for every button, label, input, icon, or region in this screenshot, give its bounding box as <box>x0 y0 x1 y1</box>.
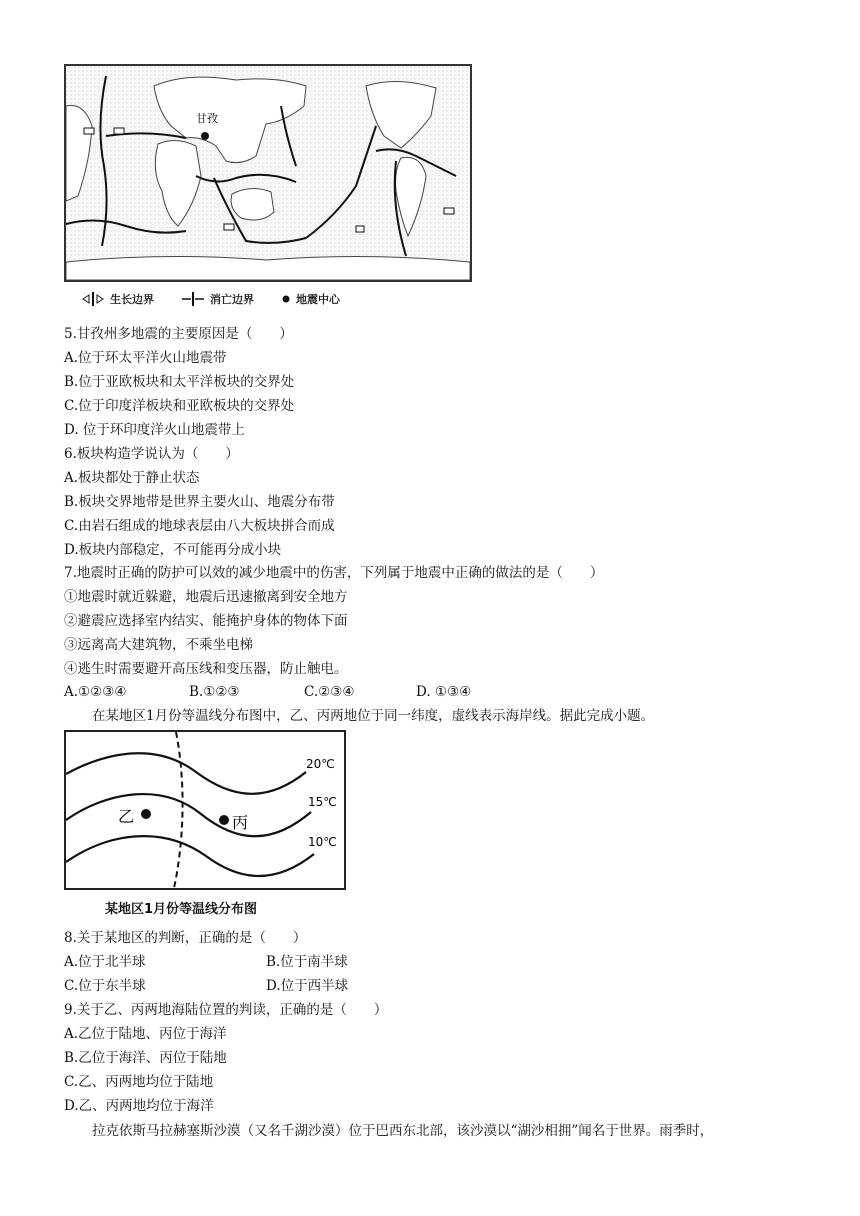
q8-option-c: C.位于东半球 <box>64 978 146 994</box>
q8-option-b: B.位于南半球 <box>266 954 348 970</box>
isotherm-20-label: 20℃ <box>306 757 335 771</box>
intro-isotherm: 在某地区1月份等温线分布图中，乙、丙两地位于同一纬度，虚线表示海岸线。据此完成小题。 <box>92 708 655 724</box>
q9-option-d: D.乙、丙两地均位于海洋 <box>64 1098 214 1114</box>
isotherm-15-label: 15℃ <box>308 795 337 809</box>
subduction-boundary-icon <box>180 291 206 307</box>
legend-growth-boundary <box>80 291 154 307</box>
q6-option-b: B.板块交界地带是世界主要火山、地震分布带 <box>64 494 335 510</box>
legend-epicenter <box>280 291 340 307</box>
q9-option-b: B.乙位于海洋、丙位于陆地 <box>64 1050 227 1066</box>
q7-statement-1: ①地震时就近躲避，地震后迅速撤离到安全地方 <box>64 589 348 605</box>
q9-stem: 9.关于乙、丙两地海陆位置的判读，正确的是（ ） <box>64 1002 388 1018</box>
q7-option-b: B.①②③ <box>189 684 240 700</box>
q6-option-d: D.板块内部稳定，不可能再分成小块 <box>64 542 282 558</box>
ganzi-epicenter-marker <box>201 132 209 140</box>
legend-subduction-label: 消亡边界 <box>210 293 254 306</box>
q5-option-a: A.位于环太平洋火山地震带 <box>64 350 227 366</box>
q7-option-c: C.②③④ <box>304 684 355 700</box>
q8-stem: 8.关于某地区的判断，正确的是（ ） <box>64 930 307 946</box>
q7-statement-3: ③远离高大建筑物，不乘坐电梯 <box>64 637 253 653</box>
point-bing-marker <box>219 815 229 825</box>
plate-boundary-map <box>64 64 472 282</box>
isotherm-map-caption: 某地区1月份等温线分布图 <box>105 902 258 917</box>
growth-boundary-icon <box>80 291 106 307</box>
legend-subduction-boundary <box>180 291 254 307</box>
coastline-dashed <box>174 732 183 888</box>
q7-statement-4: ④逃生时需要避开高压线和变压器，防止触电。 <box>64 661 348 677</box>
q5-option-b: B.位于亚欧板块和太平洋板块的交界处 <box>64 374 295 390</box>
point-bing-label: 丙 <box>232 813 249 832</box>
isotherm-10-label: 10℃ <box>308 835 337 849</box>
q9-option-a: A.乙位于陆地、丙位于海洋 <box>64 1026 227 1042</box>
q5-stem: 5.甘孜州多地震的主要原因是（ ） <box>64 326 293 342</box>
q9-option-c: C.乙、丙两地均位于陆地 <box>64 1074 214 1090</box>
point-yi-label: 乙 <box>118 807 135 826</box>
q7-option-a: A.①②③④ <box>64 684 127 700</box>
world-map-graphic <box>66 66 470 280</box>
epicenter-dot-icon <box>280 291 292 307</box>
isotherm-graphic <box>66 732 344 888</box>
intro-desert: 拉克依斯马拉赫塞斯沙漠（又名千湖沙漠）位于巴西东北部，该沙漠以“湖沙相拥”闻名于世界。雨季时， <box>92 1123 714 1139</box>
legend-epicenter-label: 地震中心 <box>296 293 340 306</box>
q5-option-c: C.位于印度洋板块和亚欧板块的交界处 <box>64 398 295 414</box>
q6-option-a: A.板块都处于静止状态 <box>64 470 200 486</box>
q8-option-d: D.位于西半球 <box>266 978 349 994</box>
point-yi-marker <box>141 809 151 819</box>
q6-stem: 6.板块构造学说认为（ ） <box>64 446 239 462</box>
isotherm-map <box>64 730 346 890</box>
q8-option-a: A.位于北半球 <box>64 954 146 970</box>
q7-stem: 7.地震时正确的防护可以效的减少地震中的伤害，下列属于地震中正确的做法的是（ ） <box>64 565 604 581</box>
q7-statement-2: ②避震应选择室内结实、能掩护身体的物体下面 <box>64 613 348 629</box>
map-legend <box>80 290 366 308</box>
q7-option-d: D. ①③④ <box>416 684 472 700</box>
q5-option-d: D. 位于环印度洋火山地震带上 <box>64 422 245 438</box>
q6-option-c: C.由岩石组成的地球表层由八大板块拼合而成 <box>64 518 335 534</box>
legend-growth-label: 生长边界 <box>110 293 154 306</box>
ganzi-label: 甘孜 <box>196 112 218 125</box>
